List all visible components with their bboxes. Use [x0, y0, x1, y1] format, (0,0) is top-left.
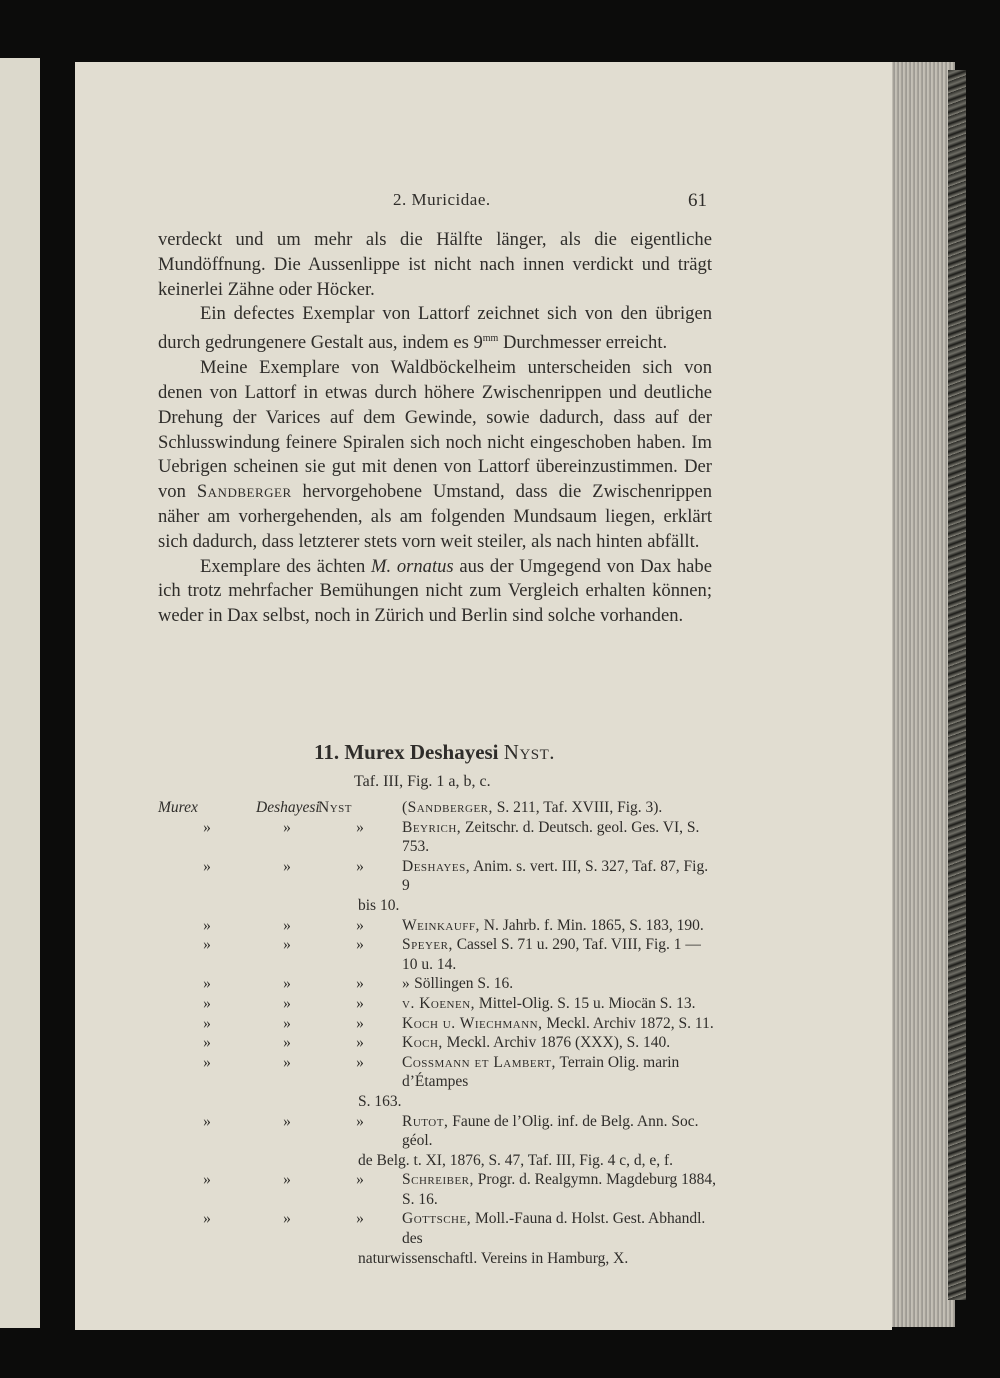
ditto-mark: »: [356, 936, 364, 954]
plate-reference: Taf. III, Fig. 1 a, b, c.: [354, 773, 491, 790]
reference-author: Weinkauff,: [402, 916, 480, 934]
synonymy-entry: [158, 974, 718, 994]
ditto-mark: »: [356, 1112, 364, 1130]
ditto-mark: »: [356, 1210, 364, 1228]
ditto-mark: »: [203, 1053, 211, 1071]
reference: [402, 857, 718, 896]
reference-text: Mittel-Olig. S. 15 u. Miocän S. 13.: [475, 994, 696, 1012]
page-number: 61: [688, 190, 707, 211]
paragraph-1: verdeckt und um mehr als die Hälfte länger, als die eigentliche Mundöffnung. Die Aussenlippe ist nicht nach innen verdickt und trägt keinerlei Zähne oder Höcker.: [158, 229, 712, 300]
species-author: Nyst.: [503, 740, 556, 764]
synonymy-entry: [158, 1033, 718, 1053]
synonymy-entry: [158, 818, 718, 857]
reference-author: Beyrich,: [402, 818, 462, 836]
ditto-mark: »: [283, 857, 291, 875]
page-block-edges: [885, 62, 955, 1327]
synonymy-entry: [158, 1112, 718, 1151]
reference-text: Progr. d. Realgymn. Magdeburg 1884, S. 16.: [402, 1171, 716, 1208]
genus-name: Murex: [158, 799, 198, 816]
running-head: 2. Muricidae.: [393, 190, 491, 209]
reference: [402, 994, 718, 1014]
species-name: M. ornatus: [370, 555, 454, 577]
ditto-mark: »: [356, 975, 364, 993]
reference-continuation: naturwissenschaftl. Vereins in Hamburg, X.: [358, 1249, 629, 1267]
reference-text: Meckl. Archiv 1876 (XXX), S. 140.: [442, 1034, 671, 1052]
synonymy-entry: [158, 798, 718, 818]
reference-text: Meckl. Archiv 1872, S. 11.: [542, 1014, 714, 1032]
ditto-mark: »: [283, 1112, 291, 1130]
species-number: 11.: [314, 740, 340, 764]
authority: Nyst: [318, 799, 352, 816]
reference-text: Moll.-Fauna d. Holst. Gest. Abhandl. des: [402, 1210, 706, 1248]
reference: [402, 818, 718, 857]
species-heading: [314, 740, 555, 765]
ditto-mark: »: [283, 1014, 291, 1032]
reference-author: Cossmann et Lambert,: [402, 1053, 556, 1071]
synonymy-entry: [158, 916, 718, 936]
ditto-mark: »: [356, 818, 364, 836]
synonymy-entry: [158, 1053, 718, 1092]
reference-text: Terrain Olig. marin d’Étampes: [402, 1053, 680, 1091]
synonymy-entry: [158, 994, 718, 1014]
ditto-mark: »: [203, 1171, 211, 1189]
synonymy-entry: [158, 935, 718, 974]
ditto-mark: »: [356, 1053, 364, 1071]
ditto-mark: »: [203, 994, 211, 1012]
reference: [402, 1112, 718, 1151]
ditto-mark: »: [283, 818, 291, 836]
ditto-mark: »: [356, 857, 364, 875]
ditto-mark: »: [203, 1112, 211, 1130]
synonymy-list: [158, 798, 718, 1268]
ditto-mark: »: [356, 916, 364, 934]
reference: [402, 1033, 718, 1053]
reference-author: Deshayes,: [402, 857, 471, 875]
reference-continuation: de Belg. t. XI, 1876, S. 47, Taf. III, Fig. 4 c, d, e, f.: [358, 1151, 674, 1169]
reference-author: Koch,: [402, 1034, 443, 1052]
book-cover-edge: [948, 70, 966, 1300]
synonymy-entry: [158, 1014, 718, 1034]
synonymy-entry: [158, 1170, 718, 1209]
ditto-mark: »: [283, 1171, 291, 1189]
reference-text: Faune de l’Olig. inf. de Belg. Ann. Soc. géol.: [402, 1112, 699, 1150]
ditto-mark: »: [283, 1210, 291, 1228]
reference: [402, 1014, 718, 1034]
ditto-mark: »: [356, 1171, 364, 1189]
ditto-mark: »: [203, 857, 211, 875]
ditto-mark: »: [203, 936, 211, 954]
ditto-mark: »: [356, 1034, 364, 1052]
reference-text: Anim. s. vert. III, S. 327, Taf. 87, Fig. 9: [402, 857, 709, 895]
ditto-mark: »: [356, 994, 364, 1012]
ditto-mark: »: [356, 1014, 364, 1032]
ditto-mark: »: [203, 916, 211, 934]
species-epithet: Deshayesi: [256, 799, 320, 816]
unit-superscript: mm: [482, 333, 499, 345]
reference-author: Koch u. Wiechmann,: [402, 1014, 543, 1032]
facing-page-edge: [0, 58, 40, 1328]
reference-continuation: S. 163.: [358, 1092, 402, 1110]
paragraph-4: Exemplare des ächten M. ornatus aus der Umgegend von Dax habe ich trotz mehrfacher Bemühungen nicht zum Vergleich erhalten können; weder in Dax selbst, noch in Zürich und Berlin sind solche vorhanden.: [158, 555, 712, 627]
ditto-mark: »: [283, 1034, 291, 1052]
ditto-mark: »: [203, 1014, 211, 1032]
synonymy-entry: [158, 1209, 718, 1248]
reference-author: Schreiber,: [402, 1171, 474, 1189]
reference-author: Rutot,: [402, 1112, 449, 1130]
ditto-mark: »: [203, 1210, 211, 1228]
reference-continuation: bis 10.: [358, 896, 400, 914]
ditto-mark: »: [283, 975, 291, 993]
reference-author: »: [402, 975, 411, 993]
ditto-mark: »: [283, 916, 291, 934]
ditto-mark: »: [283, 1053, 291, 1071]
ditto-mark: »: [203, 1034, 211, 1052]
reference: [402, 974, 718, 994]
reference: [402, 1209, 718, 1248]
reference-author: (Sandberger,: [402, 799, 493, 816]
paragraph-2: Ein defectes Exemplar von Lattorf zeichnet sich von den übrigen durch gedrungenere Gestalt aus, indem es $9^{mm}$ Durchmesser erreicht.: [158, 303, 712, 354]
author-name: Sandberger: [196, 481, 292, 503]
reference: [402, 1053, 718, 1092]
reference-text: Söllingen S. 16.: [410, 975, 514, 993]
reference: [402, 1170, 718, 1209]
reference: [402, 798, 718, 818]
reference-text: N. Jahrb. f. Min. 1865, S. 183, 190.: [479, 916, 704, 934]
reference-author: v. Koenen,: [402, 994, 476, 1012]
ditto-mark: »: [203, 975, 211, 993]
ditto-mark: »: [203, 818, 211, 836]
book-page: [75, 62, 892, 1330]
reference: [402, 935, 718, 974]
reference-text: Cassel S. 71 u. 290, Taf. VIII, Fig. 1 — 10 u. 14.: [402, 936, 701, 973]
reference-text: Zeitschr. d. Deutsch. geol. Ges. VI, S. 753.: [402, 818, 700, 856]
paragraph-3: Meine Exemplare von Waldböckelheim unterscheiden sich von denen von Lattorf in etwas durch höhere Zwischenrippen und deutliche Drehung der Varices auf dem Gewinde, sowie dadurch, dass auf der Schlusswindung feinere Spiralen sich noch nicht eingeschoben haben. Im Uebrigen scheinen sie gut mit denen von Lattorf übereinzustimmen. Der von Sandberger hervorgehobene Umstand, dass die Zwischenrippen näher am vorhergehenden, als am folgenden Mundsaum liegen, erklärt sich dadurch, dass letzterer stets vorn weit steiler, als nach hinten abfällt.: [158, 357, 712, 552]
ditto-mark: »: [283, 936, 291, 954]
reference-author: Gottsche,: [402, 1210, 472, 1228]
reference-text: S. 211, Taf. XVIII, Fig. 3).: [492, 799, 663, 816]
ditto-mark: »: [283, 994, 291, 1012]
species-title: Murex Deshayesi: [344, 740, 499, 764]
body-text: [158, 228, 712, 629]
reference-author: Speyer,: [402, 936, 453, 954]
synonymy-entry: [158, 857, 718, 896]
reference: [402, 916, 718, 936]
